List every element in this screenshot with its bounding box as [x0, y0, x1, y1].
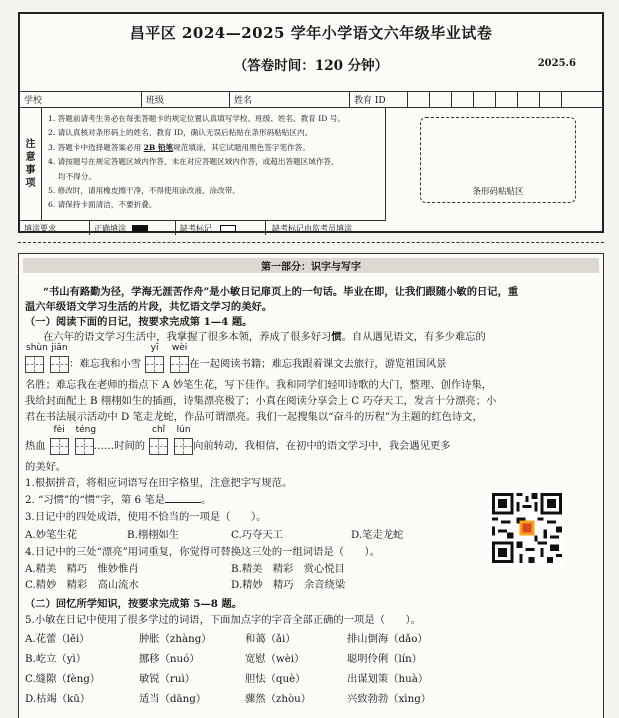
id-digit-box[interactable]: [452, 92, 474, 107]
absent-note: 缺考标记由监考员填涂: [272, 223, 352, 233]
option-c[interactable]: C.精妙 精彩 高山流水: [25, 579, 139, 591]
exam-header: [18, 12, 604, 233]
note-item: 5. 修改时，请用橡皮擦干净，不得使用涂改液、涂改带。: [48, 186, 240, 196]
id-digit-box[interactable]: [562, 92, 584, 107]
intro-line: “书山有路勤为径，学海无涯苦作舟”是小敏日记扉页上的一句话。毕业在即，让我们跟随小敏的日记，重: [43, 286, 519, 298]
intro-line: 温六年级语文学习生活的片段，共忆语文学习的美好。: [25, 301, 273, 313]
option-c[interactable]: C.巧夺天工: [231, 529, 283, 541]
filled-swatch: [132, 225, 148, 232]
pinyin-grid[interactable]: jiān: [50, 356, 69, 373]
diary-line: 热血 fèi téng ……时间的 chǐ lún 向前转动，我相信，在初中的语文学习中，我会遇见更多: [25, 437, 451, 455]
correct-fill-example: 正确填涂: [90, 221, 176, 235]
option-d[interactable]: D.精妙 精巧 余音绕梁: [231, 579, 346, 591]
diary-line: 在六年的语文学习生活中，我掌握了很多本领，养成了很多好习惯。自从遇见语文，有多少难忘的: [43, 331, 486, 343]
barcode-paste-area[interactable]: [420, 117, 576, 203]
id-digit-box[interactable]: [518, 92, 540, 107]
diary-line: 的美好。: [25, 461, 67, 473]
question-2: 2. “习惯”的“惯”字，第 6 笔是 。: [25, 494, 212, 506]
fill-requirement-row: [20, 220, 386, 235]
section-heading: （一）阅读下面的日记，按要求完成第 1—4 题。: [25, 316, 253, 328]
pinyin-grid[interactable]: fèi: [50, 438, 69, 455]
id-digit-box[interactable]: [496, 92, 518, 107]
exam-timing: （答卷时间：120 分钟）: [233, 58, 389, 74]
id-label: 教育 ID: [354, 96, 386, 106]
id-digit-box[interactable]: [540, 92, 562, 107]
option-d[interactable]: D.笔走龙蛇: [351, 529, 404, 541]
id-label-cell: [350, 92, 408, 107]
notes-panel: [20, 108, 386, 220]
question-3: 3.日记中的四处成语，使用不恰当的一项是（ ）。: [25, 511, 267, 523]
pinyin-grid[interactable]: téng: [75, 438, 94, 455]
note-item: 2. 请认真核对条形码上的姓名、教育 ID，确认无误后粘贴在条形码粘贴区内。: [48, 128, 313, 138]
absent-mark-box[interactable]: [220, 225, 236, 232]
barcode-label: 条形码粘贴区: [472, 187, 524, 197]
school-label: 学校: [24, 96, 43, 106]
id-digit-box[interactable]: [408, 92, 430, 107]
cut-line: [18, 242, 604, 243]
qr-code: [489, 490, 565, 566]
absent-mark: 缺考标记: [176, 221, 266, 235]
exam-date: 2025.6: [537, 58, 576, 69]
option-b[interactable]: B.栩栩如生: [127, 529, 180, 541]
school-field[interactable]: [20, 92, 142, 107]
diary-line: shùn jiān ：难忘我和小雪 yī wèi 在一起阅读书籍；难忘我跟着课文去旅行，游览祖国风景: [25, 355, 447, 373]
part-title: 第一部分：识字与写字: [23, 258, 599, 273]
pinyin-grid[interactable]: yī: [145, 356, 164, 373]
fill-requirement-label: 填涂要求: [20, 221, 90, 235]
id-digit-box[interactable]: [430, 92, 452, 107]
pinyin-grid[interactable]: chǐ: [149, 438, 168, 455]
notes-list: [48, 112, 382, 213]
name-field[interactable]: [230, 92, 350, 107]
note-item: 4. 请按题号在规定答题区域内作答，未在对应答题区域内作答，或超出答题区域作答，: [48, 157, 339, 167]
option-a[interactable]: A.精美 精巧 惟妙惟肖: [25, 563, 139, 575]
diary-line: 我给封面配上 B 栩栩如生的插画，诗集漂亮极了；小真在阅读分享会上 C 巧夺天工，发言十分漂亮；小: [25, 395, 497, 407]
diary-line: 君在书法展示活动中 D 笔走龙蛇，作品可谓漂亮。我们一起搜集以“奋斗的历程”为主题的红色诗文，: [25, 411, 483, 423]
question-5: 5.小敏在日记中使用了很多学过的词语，下面加点字的字音全部正确的一项是（ ）。: [25, 614, 421, 626]
question-4: 4.日记中的三处“漂亮”用词重复，你觉得可替换这三处的一组词语是（ ）。: [25, 546, 380, 558]
note-item: 3. 答题卡中选择题答案必用 2B 铅笔规范填涂，其它试题用黑色签字笔作答。: [48, 142, 310, 152]
pinyin-grid[interactable]: wèi: [170, 356, 189, 373]
id-digit-box[interactable]: [474, 92, 496, 107]
notes-label: 注 意 事 项: [20, 108, 42, 220]
class-label: 班级: [146, 96, 165, 106]
exam-sheet: [18, 12, 604, 705]
exam-body: 第一部分：识字与写字 “书山有路勤为径，学海无涯苦作舟”是小敏日记扉页上的一句话。毕业在即，让我们跟随小敏的日记，重 温六年级语文学习生活的片段，共忆语文学习的美好。 （一）阅读下面的日记，按要求完成第 1—4 题。 在六年的语文学习生活中，我掌握了很多本领，养成了很多好习惯。自从遇见语文，有多少难忘的 shùn jiān ：难忘我和小雪 yī wèi 在一起阅读书籍；难忘我跟着课文去旅行，游览祖国风景 名胜；难忘我在老师的指点下 A 妙笔生花，写下佳作。我和同学们轻叩诗歌的大门，整理、创作诗集， 我给封面配上 B 栩栩如生的插画，诗集漂亮极了；小真在阅读分享会上 C 巧夺天工，发言十分漂亮；小 君在书法展示活动中 D 笔走龙蛇，作品可谓漂亮。我们一起搜集以“奋斗的历程”为主题的红色诗文， 热血 fèi téng ……时间的 chǐ lún 向前转动，我相信，在初中的语文学习中，我会遇见更多 的美好。 1.根据拼音，将相应词语写在田字格里，注意把字写规范。 2. “习惯”的“惯”字，第 6 笔是 。 3.日记中的四处成语，使用不恰当的一项是（ ）。 A.妙笔生花 B.栩栩如生 C.巧夺天工 D.笔走龙蛇 4.日记中的三处“漂亮”用词重复，你觉得可替换这三处的一组词语是（ ）。 A.精美 精巧 惟妙惟肖 B.精美 精彩 赏心悦目 C.精妙 精彩 高山流水 D.精妙 精巧 余音绕梁 （二）回忆所学知识，按要求完成第 5—8 题。 5.小敏在日记中使用了很多学过的词语，下面加点字的字音全部正确的一项是（ ）。 A.花蕾（lěi） 肿胀（zhàng） 和蔼（ǎi） 排山倒海（dǎo） B.屹立（yì） 挪移（nuó） 宽慰（wèi） 聪明伶俐（lín） C.缝隙（fèng） 敏锐（ruì） 胆怯（què） 出谋划策（huà） D.枯竭（kū） 适当（dāng） 骤然（zhòu） 兴致勃勃（xìng）: [18, 253, 604, 718]
option-b[interactable]: B.精美 精彩 赏心悦目: [231, 563, 345, 575]
pinyin-grid[interactable]: lún: [174, 438, 193, 455]
note-item: 1. 答题前请考生务必在每张答题卡的规定位置认真填写学校、班级、姓名、教育 ID 号。: [48, 114, 345, 123]
note-item: 均不得分。: [58, 171, 96, 181]
option-a[interactable]: A.妙笔生花: [25, 529, 77, 541]
class-field[interactable]: [142, 92, 230, 107]
question-1: 1.根据拼音，将相应词语写在田字格里，注意把字写规范。: [25, 477, 293, 489]
note-item: 6. 请保持卡面清洁，不要折叠。: [48, 200, 157, 210]
answer-blank[interactable]: [165, 493, 201, 503]
pinyin-grid[interactable]: shùn: [25, 356, 44, 373]
student-info-row: [20, 91, 602, 108]
exam-title: 昌平区 2024—2025 学年小学语文六年级毕业试卷: [129, 24, 493, 42]
section-heading: （二）回忆所学知识，按要求完成第 5—8 题。: [25, 598, 243, 610]
diary-line: 名胜；难忘我在老师的指点下 A 妙笔生花，写下佳作。我和同学们轻叩诗歌的大门，整理、创作诗集，: [25, 379, 493, 391]
name-label: 姓名: [234, 96, 253, 106]
